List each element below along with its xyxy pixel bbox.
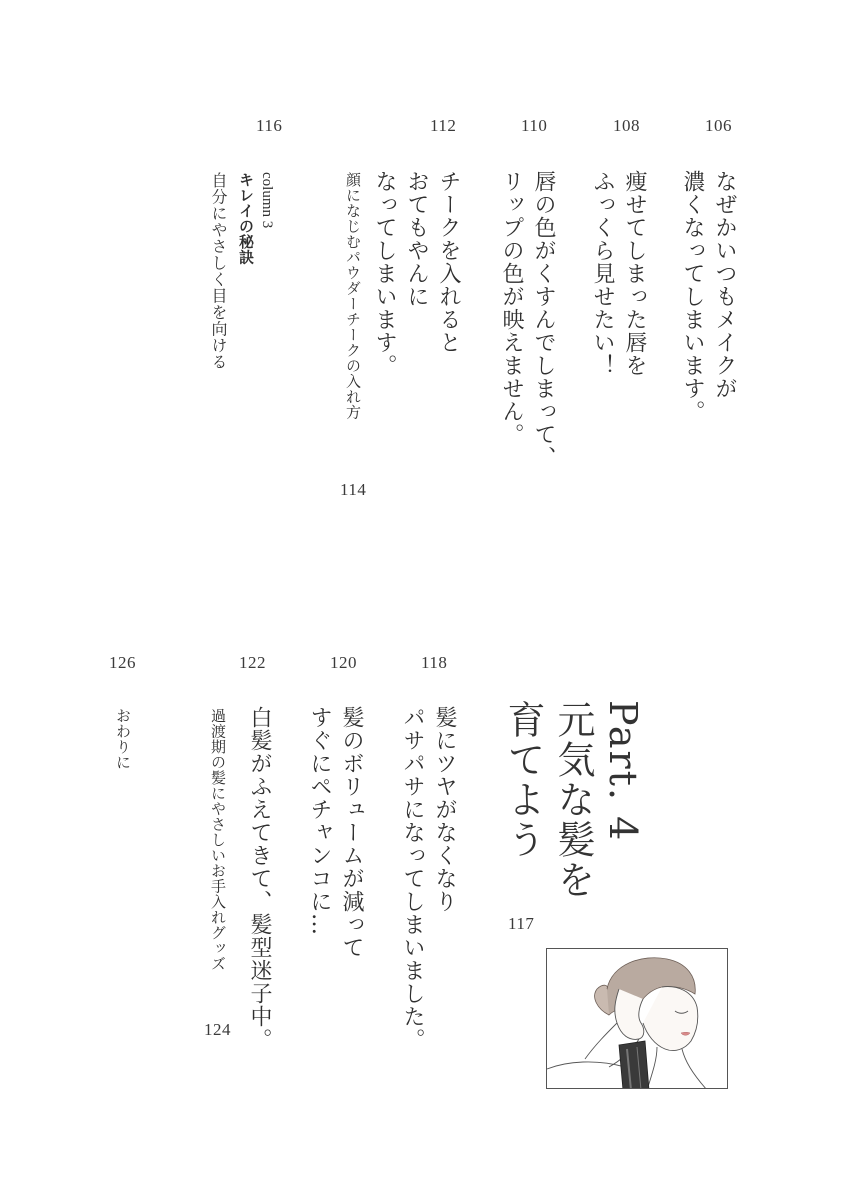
entry-line: チークを入れると — [436, 170, 461, 354]
part-line: 元気な髪を — [551, 700, 595, 900]
page-number: 122 — [239, 653, 266, 672]
toc-subentry-114[interactable]: 顔になじむパウダーチークの入れ方 — [344, 172, 362, 420]
toc-entry-120[interactable] — [303, 706, 367, 959]
toc-entry-106[interactable] — [676, 170, 740, 423]
entry-line: なぜかいつもメイクが — [712, 170, 737, 400]
page-number: 114 — [340, 480, 367, 499]
entry-line: パサパサになってしまいました。 — [400, 706, 425, 1051]
entry-line: なってしまいます。 — [372, 170, 397, 377]
toc-subentry-116[interactable]: 自分にやさしく目を向ける — [209, 172, 228, 370]
page-number: 110 — [521, 116, 548, 135]
entry-line: 髪にツヤがなくなり — [432, 706, 457, 913]
column-label: column 3 — [259, 172, 275, 229]
entry-line: ふっくら見せたい！ — [590, 170, 615, 377]
part-title — [501, 700, 648, 940]
page-number: 112 — [430, 116, 457, 135]
entry-line: リップの色が映えません。 — [499, 170, 524, 446]
page-number: 117 — [508, 914, 535, 933]
page-number: 118 — [421, 653, 448, 672]
entry-line: 白髪がふえてきて、髪型迷子中。 — [247, 706, 272, 1051]
page-number: 106 — [705, 116, 732, 135]
entry-line: 痩せてしまった唇を — [622, 170, 647, 377]
part-line: Part. 4 — [601, 700, 645, 843]
page-number: 120 — [330, 653, 357, 672]
toc-entry-118[interactable] — [396, 706, 460, 1051]
toc-entry-110[interactable] — [495, 170, 559, 469]
woman-drying-hair-illustration — [547, 949, 728, 1089]
page-number: 126 — [109, 653, 136, 672]
illustration-hair-dryer — [546, 948, 728, 1089]
column-title[interactable]: キレイの秘訣 — [237, 172, 255, 265]
part-line: 育てよう — [501, 700, 545, 860]
toc-entry-122[interactable] — [243, 706, 275, 1051]
entry-line: おてもやんに — [404, 170, 429, 308]
entry-line: 髪のボリュームが減って — [339, 706, 364, 959]
entry-line: 濃くなってしまいます。 — [680, 170, 705, 423]
entry-line: すぐにペチャンコに… — [307, 706, 332, 936]
toc-subentry-124[interactable]: 過渡期の髪にやさしいお手入れグッズ — [209, 708, 227, 972]
toc-entry-108[interactable] — [586, 170, 650, 377]
toc-entry-126[interactable]: おわりに — [114, 708, 132, 770]
page-number: 124 — [204, 1020, 231, 1039]
page-number: 116 — [256, 116, 283, 135]
entry-line: 唇の色がくすんでしまって、 — [531, 170, 556, 469]
page-number: 108 — [613, 116, 640, 135]
toc-entry-112[interactable] — [368, 170, 464, 377]
